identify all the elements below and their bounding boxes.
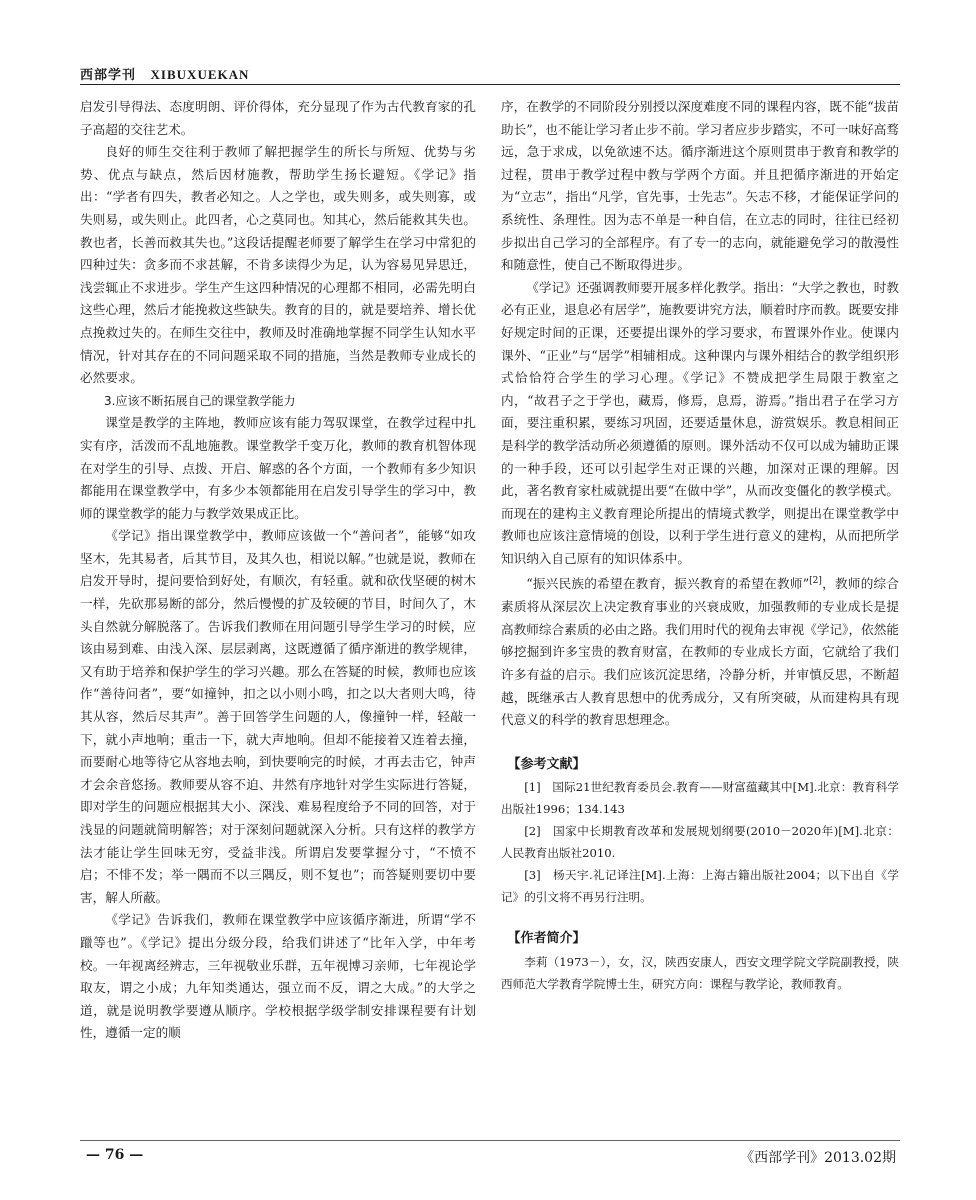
- paragraph: 《学记》指出课堂教学中，教师应该做一个“善问者”，能够“如攻坚木，先其易者，后其节目，及其久也，相说以解。”也就是说，教师在启发开导时，提问要恰到好处，有顺次，有轻重。就和砍伐坚硬的树木一样，先砍那易断的部分，然后慢慢的扩及较硬的节目，时间久了，木头自然就分解脱落了。告诉我们教师在用问题引导学生学习的时候，应该由易到难、由浅入深、层层剥离，这既遵循了循序渐进的教学规律，又有助于培养和保护学生的学习兴趣。那么在答疑的时候，教师也应该作“善待问者”，要“如撞钟，扣之以小则小鸣，扣之以大者则大鸣，待其从容，然后尽其声”。善于回答学生问题的人，像撞钟一样，轻敲一下，就小声地响；重击一下，就大声地响。但却不能接着又连着去撞，而要耐心地等待它从容地去响，到快要响完的时候，才再去击它，钟声才会余音悠扬。教师要从容不迫、井然有序地针对学生实际进行答疑，即对学生的问题应根据其大小、深浅、难易程度给予不同的回答，对于浅显的问题就简明解答；对于深刻问题就深入分析。只有这样的教学方法才能让学生回味无穷，受益非浅。所谓启发要掌握分寸，“不愤不启；不悱不发；举一隅而不以三隅反，则不复也”；而答疑则要切中要害，解人所蔽。: [80, 528, 476, 905]
- quote-text: “振兴民族的希望在教育，振兴教育的希望在教师”: [526, 576, 810, 592]
- reference-item: [1] 国际21世纪教育委员会.教育——财富蕴藏其中[M].北京：教育科学出版社1996；134.143: [501, 780, 899, 817]
- author-bio-heading: 【作者简介】: [507, 931, 586, 947]
- paragraph: 《学记》还强调教师要开展多样化教学。指出：“大学之教也，时教必有正业，退息必有居学”，施教要讲究方法，顺着时序而教。既要安排好规定时间的正课，还要提出课外的学习要求，布置课外作业。使课内课外、“正业”与“居学”相辅相成。这种课内与课外相结合的教学组织形式恰恰符合学生的学习心理。《学记》不赞成把学生局限于教室之内，“故君子之于学也，藏焉，修焉，息焉，游焉。”指出君子在学习方面，要注重积累，要练习巩固，还要适量休息，游赏娱乐。教息相间正是科学的教学活动所必须遵循的原则。课外活动不仅可以成为辅助正课的一种手段，还可以引起学生对正课的兴趣，加深对正课的理解。因此，著名教育家杜威就提出要“在做中学”，从而改变僵化的教学模式。而现在的建构主义教育理论所提出的情境式教学，则提出在课堂教学中教师也应该注意情境的创设，以利于学生进行意义的建构，从而把所学知识纳入自己原有的知识体系中。: [501, 279, 899, 566]
- paragraph: 课堂是教学的主阵地，教师应该有能力驾驭课堂，在教学过程中扎实有序，活泼而不乱地施教。课堂教学千变万化，教师的教育机智体现在对学生的引导、点拨、开启、解惑的各个方面，一个教师有多少知识都能用在课堂教学中，有多少本领都能用在启发引导学生的学习中，教师的课堂教学的能力与教学效果成正比。: [80, 415, 476, 521]
- section-subheading: 3.应该不断拓展自己的课堂教学能力: [104, 393, 296, 408]
- citation-marker: [2]: [809, 576, 822, 587]
- paragraph: 启发引导得法、态度明朗、评价得体，充分显现了作为古代教育家的孔子高超的交往艺术。: [80, 99, 476, 137]
- paragraph: [501, 570, 899, 731]
- author-bio: 李莉（1973－），女，汉，陕西安康人，西安文理学院文学院副教授，陕西师范大学教育学院博士生，研究方向：课程与教学论，教师教育。: [501, 955, 899, 991]
- references-heading: 【参考文献】: [507, 756, 586, 772]
- left-column: [80, 96, 476, 1045]
- journal-name: 西部学刊: [80, 68, 137, 83]
- page-number: — 76 —: [86, 1147, 144, 1163]
- paragraph: 良好的师生交往利于教师了解把握学生的所长与所短、优势与劣势、优点与缺点，然后因材施教，帮助学生扬长避短。《学记》指出：“学者有四失，教者必知之。人之学也，或失则多，或失则寡，或失则易，或失则止。此四者，心之莫同也。知其心，然后能救其失也。教也者，长善而救其失也。”这段话提醒老师要了解学生在学习中常犯的四种过失：贪多而不求甚解，不肯多读得少为足，认为容易见异思迁，浅尝辄止不求进步。学生产生这四种情况的心理都不相同，必需先明白这些心理，然后才能挽救这些缺失。教育的目的，就是要培养、增长优点挽救过失的。在师生交往中，教师及时准确地掌握不同学生认知水平情况，针对其存在的不同问题采取不同的措施，当然是教师专业成长的必然要求。: [80, 144, 476, 386]
- issue-label: 《西部学刊》2013.02期: [740, 1150, 896, 1166]
- page-footer: [80, 1140, 900, 1167]
- right-column: [501, 96, 899, 995]
- journal-name-latin: XIBUXUEKAN: [150, 67, 250, 82]
- paragraph: 《学记》告诉我们，教师在课堂教学中应该循序渐进，所谓“学不躐等也”。《学记》提出分级分段，给我们讲述了“比年入学，中年考校。一年视离经辨志，三年视敬业乐群，五年视博习亲师，七年视论学取友，谓之小成；九年知类通达，强立而不反，谓之大成。”的大学之道，就是说明教学要遵从顺序。学校根据学级学制安排课程要有计划性，遵循一定的顺: [80, 912, 476, 1041]
- reference-item: [2] 国家中长期教育改革和发展规划纲要(2010－2020年)[M].北京：人民教育出版社2010.: [501, 824, 899, 861]
- running-header: [80, 64, 900, 85]
- paragraph: 序，在教学的不同阶段分别授以深度难度不同的课程内容，既不能“拔苗助长”，也不能让学习者止步不前。学习者应步步踏实，不可一味好高骛远，急于求成，以免欲速不达。循序渐进这个原则贯串于教育和教学的过程，贯串于教学过程中教与学两个方面。并且把循序渐进的开始定为“立志”，指出“凡学，官先事，士先志”。矢志不移，才能保证学问的系统性、条理性。因为志不单是一种自信，在立志的同时，往往已经初步拟出自己学习的全部程序。有了专一的志向，就能避免学习的散漫性和随意性，使自己不断取得进步。: [501, 99, 899, 273]
- reference-item: [3] 杨天宇.礼记译注[M].上海：上海古籍出版社2004；以下出自《学记》的引文将不再另行注明。: [501, 868, 899, 905]
- paragraph-text: ，教师的综合素质将从深层次上决定教育事业的兴衰成败，加强教师的专业成长是提高教师综合素质的必由之路。我们用时代的视角去审视《学记》，依然能够挖掘到许多宝贵的教育财富，在教师的专业成长方面，它就给了我们许多有益的启示。我们应该沉淀思绪，冷静分析，并审慎反思，不断超越，既继承古人教育思想中的优秀成分，又有所突破，从而建构具有现代意义的科学的教育思想理念。: [501, 576, 899, 728]
